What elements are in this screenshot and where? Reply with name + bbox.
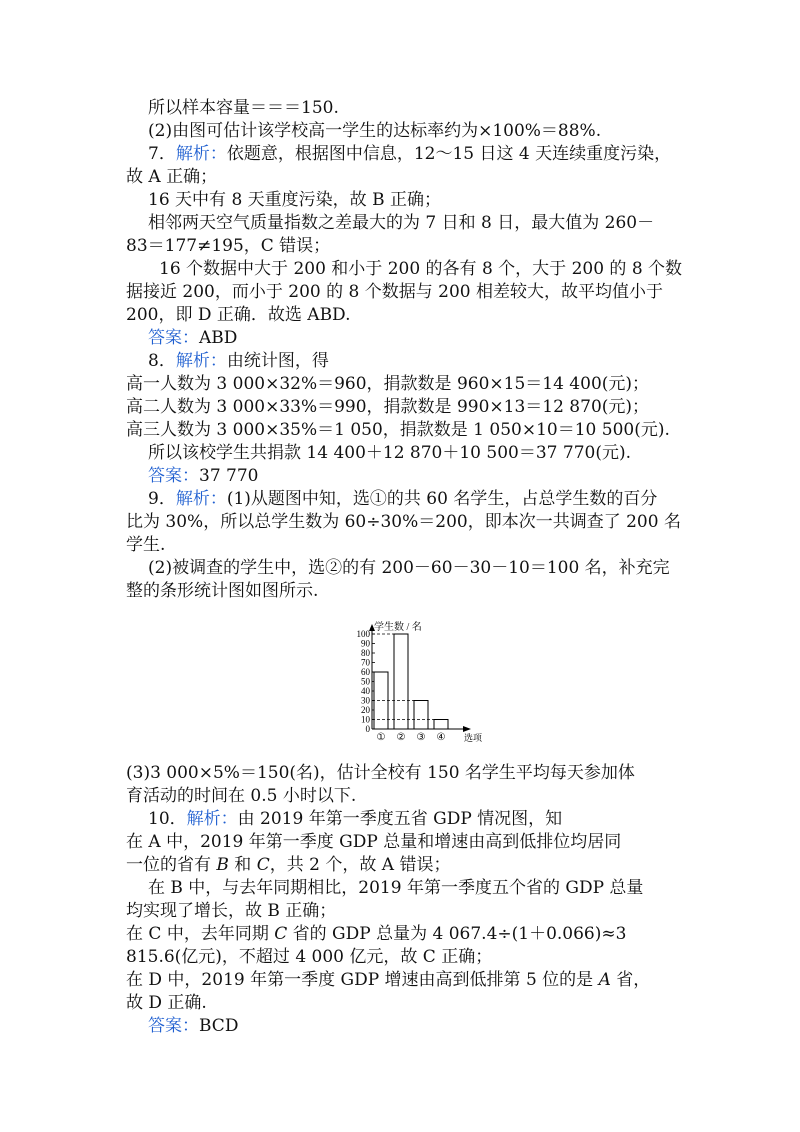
x-tick-label: ③: [416, 732, 426, 743]
text-line: [126, 281, 663, 303]
text-line: [126, 946, 492, 968]
text-line: [148, 557, 670, 579]
text-line: [148, 350, 329, 372]
line-text: 37 770: [199, 466, 259, 486]
text-line: [126, 419, 670, 441]
line-text: 在 C 中，去年同期: [126, 924, 275, 944]
line-text: 200，即 D 正确．故选 ABD.: [126, 305, 351, 325]
text-line: [148, 442, 631, 464]
text-line: [126, 396, 649, 418]
text-line: [126, 900, 336, 922]
text-line: [148, 1015, 238, 1037]
y-tick-label: 0: [365, 724, 370, 734]
text-line: [126, 235, 330, 257]
line-text: 83＝177≠195，C 错误；: [126, 236, 331, 256]
line-text: 16 天中有 8 天重度污染，故 B 正确；: [148, 190, 441, 210]
question-number: 8．: [148, 351, 176, 371]
line-text: 815.6(亿元)，不超过 4 000 亿元，故 C 正确；: [126, 947, 493, 967]
y-tick-label: 60: [361, 667, 370, 677]
y-tick-label: 30: [361, 695, 370, 706]
text-line: [148, 327, 237, 349]
line-text: 据接近 200，而小于 200 的 8 个数据与 200 相差较大，故平均值小于: [126, 282, 663, 302]
line-text: 省，: [610, 970, 651, 990]
text-line: [126, 969, 650, 991]
text-line: [159, 258, 682, 280]
answer-label: 答案：: [148, 1016, 199, 1036]
text-line: [126, 762, 635, 784]
text-line: [148, 877, 643, 899]
y-tick-label: 10: [361, 714, 370, 725]
text-line: [126, 534, 165, 556]
line-text: 在 B 中，与去年同期相比，2019 年第一季度五个省的 GDP 总量: [148, 878, 644, 898]
text-line: [126, 304, 351, 326]
line-text: (1)从题图中知，选①的共 60 名学生，占总学生数的百分: [226, 489, 658, 509]
y-tick-label: 40: [361, 686, 370, 696]
analysis-label: 解析：: [175, 144, 227, 164]
line-text: 在 D 中，2019 年第一季度 GDP 增速由高到低排第 5 位的是: [126, 970, 599, 990]
line-text: 依题意，根据图中信息，12～15 日这 4 天连续重度污染，: [226, 144, 672, 164]
line-text: 相邻两天空气质量指数之差最大的为 7 日和 8 日，最大值为 260－: [148, 213, 655, 233]
text-line: [148, 465, 258, 487]
question-number: 10．: [148, 809, 187, 829]
text-line: [126, 166, 217, 188]
bar: [394, 634, 408, 729]
text-line: [148, 808, 562, 830]
line-text: 由 2019 年第一季度五省 GDP 情况图，知: [237, 809, 563, 829]
y-tick-label: 50: [361, 676, 370, 687]
line-text: 故 D 正确.: [126, 993, 207, 1013]
line-text: 学生.: [126, 535, 166, 555]
text-line: [148, 212, 654, 234]
line-text: 省的 GDP 总量为 4 067.4÷(1＋0.066)≈3: [287, 924, 627, 944]
line-text: BCD: [199, 1016, 239, 1036]
line-text: 比为 30%，所以总学生数为 60÷30%＝200，即本次一共调查了 200 名: [126, 512, 681, 532]
text-line: [126, 992, 207, 1014]
text-line: [148, 97, 339, 119]
y-tick-label: 80: [361, 648, 370, 658]
text-line: [126, 854, 450, 876]
line-text: 整的条形统计图如图所示.: [126, 581, 319, 601]
line-text: 所以该校学生共捐款 14 400＋12 870＋10 500＝37 770(元).: [148, 443, 632, 463]
text-line: [126, 785, 356, 807]
bar: [374, 672, 388, 729]
answer-label: 答案：: [148, 466, 199, 486]
line-text: 所以样本容量＝＝＝150.: [148, 98, 339, 118]
x-axis-label: 选项: [464, 733, 483, 743]
y-tick-label: 100: [356, 629, 370, 639]
analysis-label: 解析：: [186, 809, 238, 829]
italic-variable: B: [216, 855, 229, 875]
line-text: 均实现了增长，故 B 正确；: [126, 901, 337, 921]
italic-variable: A: [598, 970, 611, 990]
bar-chart: [344, 620, 494, 745]
x-tick-label: ④: [436, 732, 446, 743]
y-axis-label: 学生数 / 名: [374, 622, 422, 633]
x-tick-label: ①: [376, 732, 386, 743]
y-tick-label: 70: [361, 657, 370, 668]
x-axis-arrow: [463, 726, 471, 732]
line-text: (3)3 000×5%＝150(名)，估计全校有 150 名学生平均每天参加体: [126, 763, 635, 783]
line-text: 故 A 正确；: [126, 167, 218, 187]
line-text: ，共 2 个，故 A 错误；: [269, 855, 451, 875]
answer-label: 答案：: [148, 328, 199, 348]
line-text: 一位的省有: [126, 855, 217, 875]
bar: [434, 720, 448, 730]
italic-variable: C: [274, 924, 288, 944]
y-tick-label: 90: [361, 638, 370, 649]
italic-variable: C: [256, 855, 270, 875]
line-text: 高三人数为 3 000×35%＝1 050，捐款数是 1 050×10＝10 500(元).: [126, 420, 670, 440]
text-line: [126, 580, 318, 602]
text-line: [148, 189, 441, 211]
text-line: [148, 143, 671, 165]
bar: [414, 701, 428, 730]
line-text: 高二人数为 3 000×33%＝990，捐款数是 990×13＝12 870(元)；: [126, 397, 650, 417]
line-text: 16 个数据中大于 200 和小于 200 的各有 8 个，大于 200 的 8 个数: [159, 259, 683, 279]
line-text: (2)由图可估计该学校高一学生的达标率约为×100%＝88%.: [148, 121, 602, 141]
text-line: [126, 923, 626, 945]
line-text: 育活动的时间在 0.5 小时以下.: [126, 786, 357, 806]
analysis-label: 解析：: [175, 489, 227, 509]
line-text: (2)被调查的学生中，选②的有 200－60－30－10＝100 名，补充完: [148, 558, 670, 578]
text-line: [126, 511, 681, 533]
text-line: [148, 488, 657, 510]
text-line: [148, 120, 601, 142]
line-text: 和: [228, 855, 257, 875]
text-line: [126, 831, 621, 853]
question-number: 7．: [148, 144, 176, 164]
line-text: 在 A 中，2019 年第一季度 GDP 总量和增速由高到低排位均居同: [126, 832, 622, 852]
analysis-label: 解析：: [175, 351, 227, 371]
line-text: 由统计图，得: [226, 351, 329, 371]
question-number: 9．: [148, 489, 176, 509]
line-text: ABD: [199, 328, 238, 348]
text-line: [126, 373, 649, 395]
line-text: 高一人数为 3 000×32%＝960，捐款数是 960×15＝14 400(元)；: [126, 374, 650, 394]
x-tick-label: ②: [396, 732, 406, 743]
y-tick-label: 20: [361, 705, 370, 715]
